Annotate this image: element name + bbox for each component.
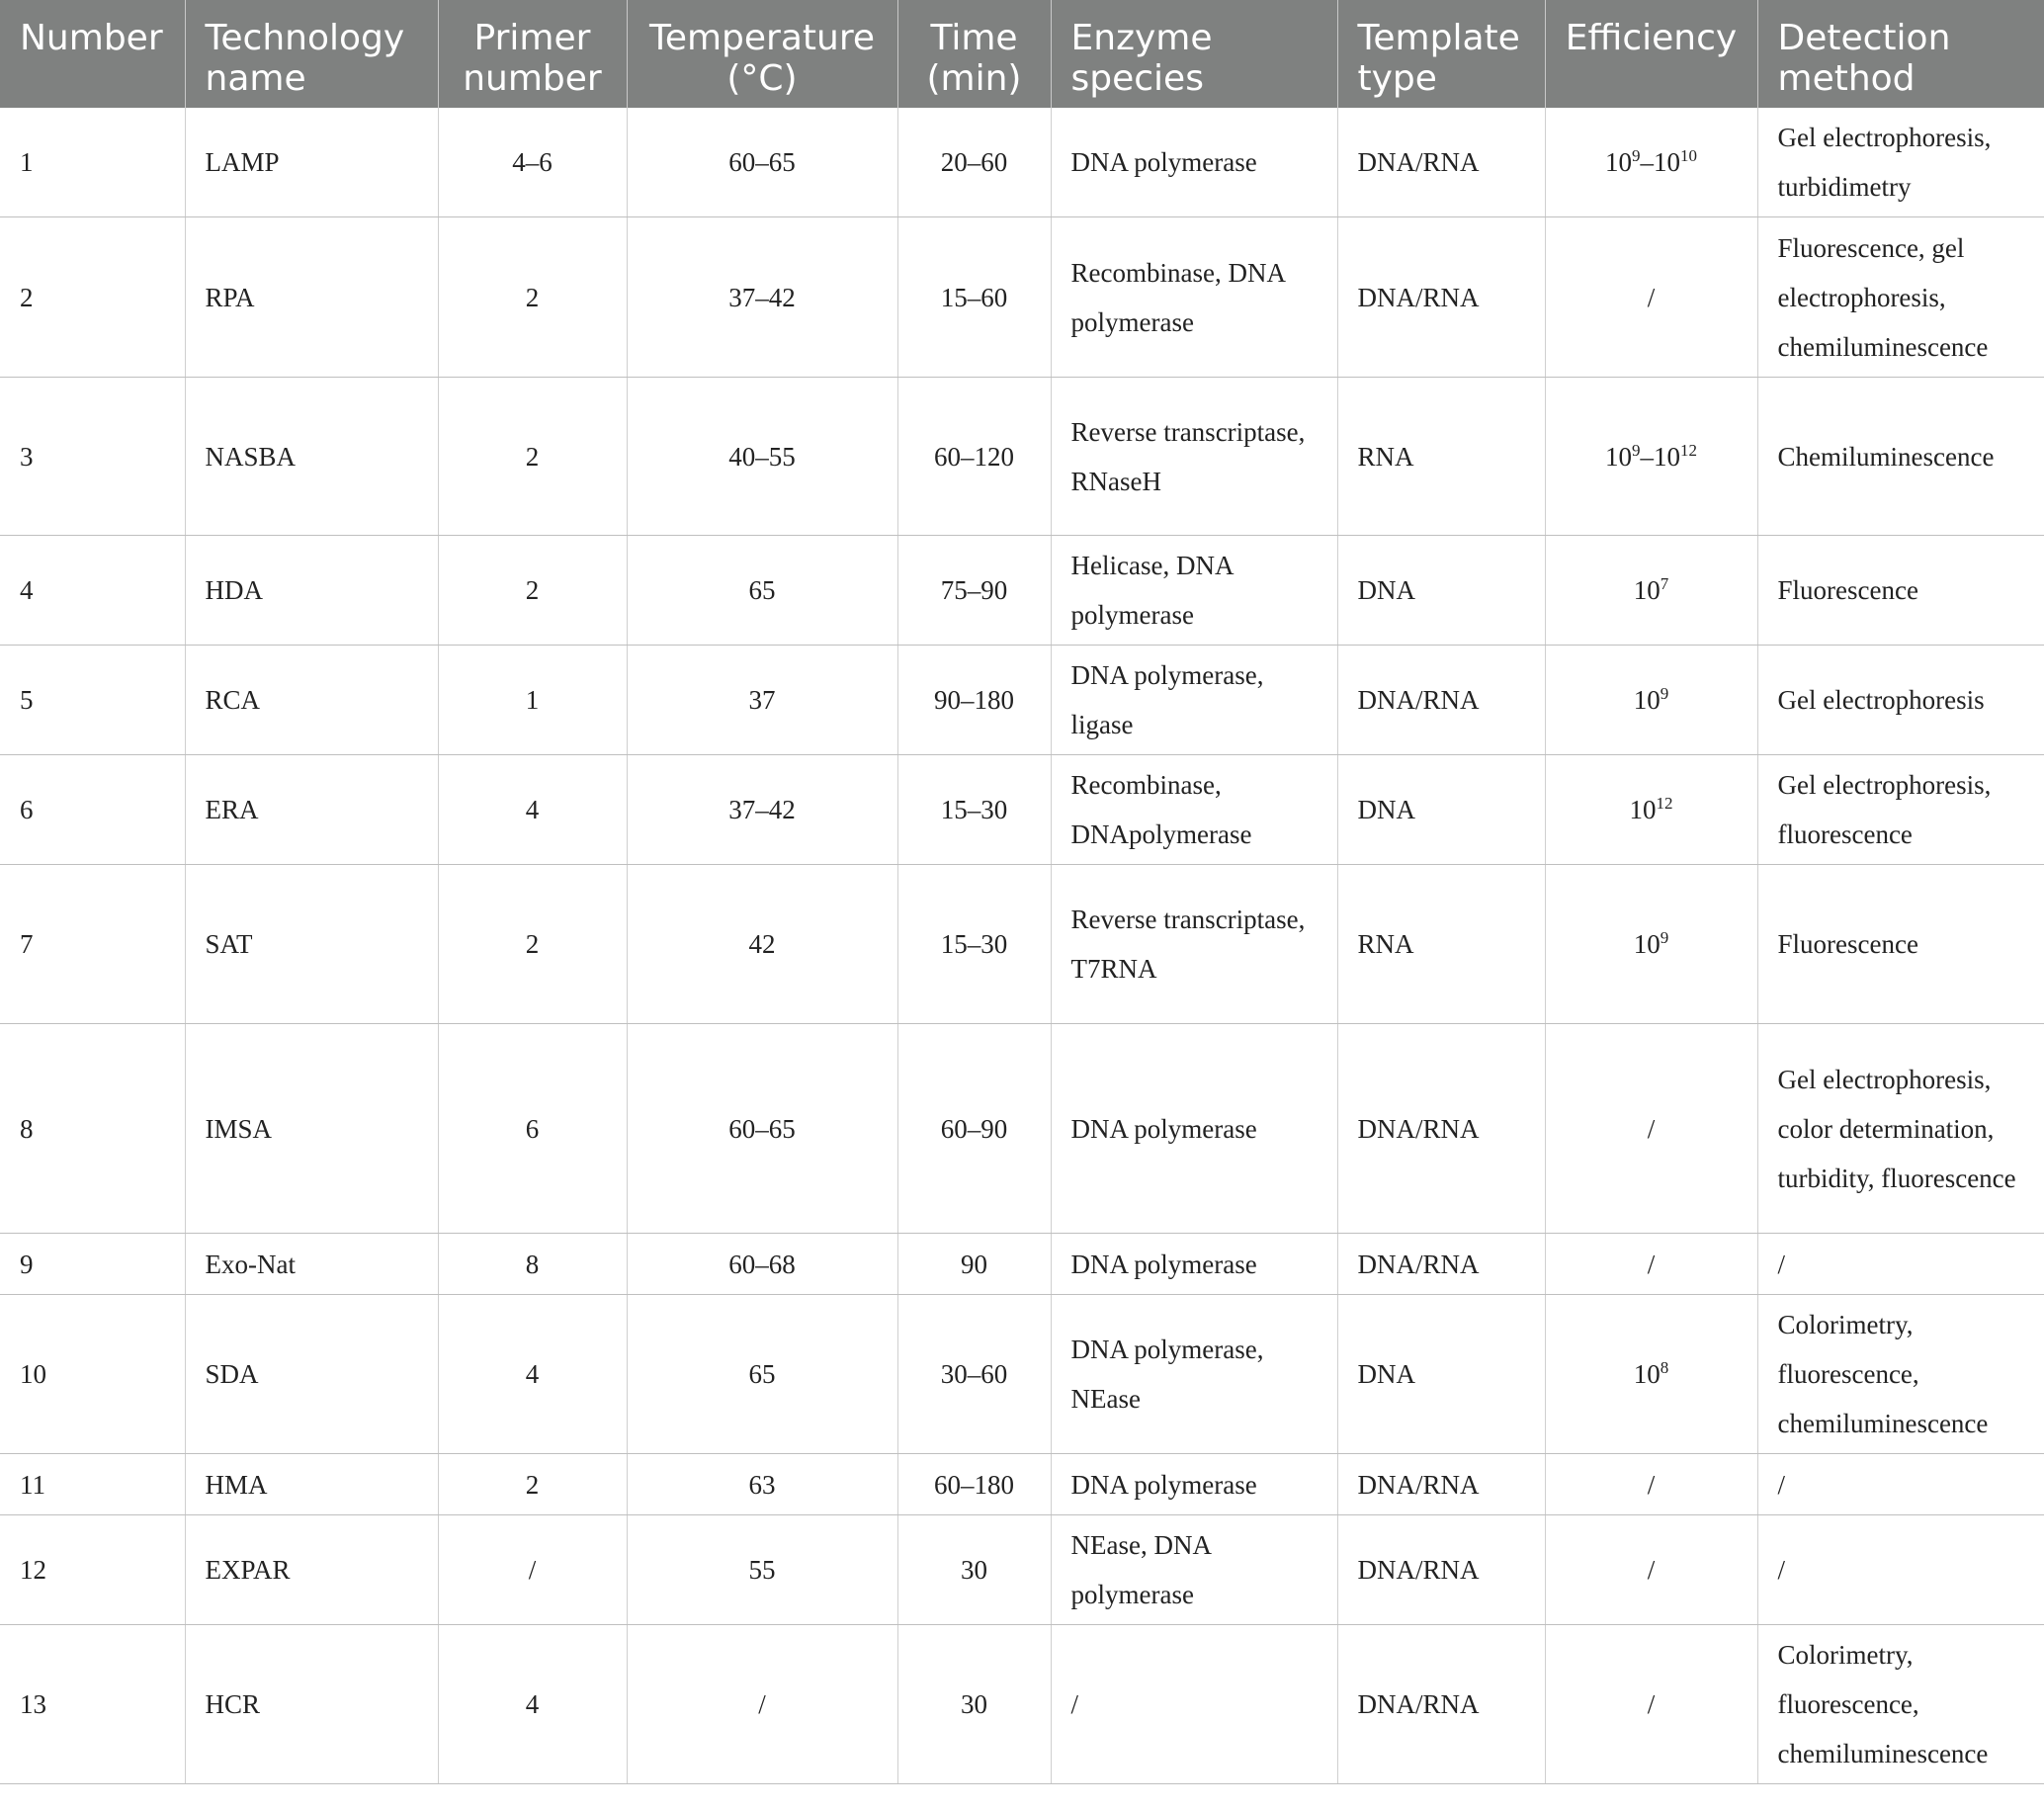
table-row — [0, 1515, 2044, 1625]
cell-enzyme-species: DNA polymerase — [1051, 1024, 1337, 1234]
cell-enzyme-species: DNA polymerase — [1051, 1234, 1337, 1295]
cell-enzyme-species: Reverse transcriptase, T7RNA — [1051, 865, 1337, 1024]
cell-number: 7 — [0, 865, 185, 1024]
cell-template-type: DNA/RNA — [1337, 1234, 1545, 1295]
cell-technology-name: HMA — [185, 1454, 438, 1515]
cell-template-type: DNA/RNA — [1337, 1515, 1545, 1625]
cell-primer-number: 4 — [438, 1295, 627, 1454]
cell-number: 2 — [0, 217, 185, 378]
cell-technology-name: RCA — [185, 646, 438, 755]
cell-number: 10 — [0, 1295, 185, 1454]
cell-time: 60–120 — [897, 378, 1051, 536]
cell-detection-method: Gel electrophoresis, fluorescence — [1757, 755, 2044, 865]
cell-technology-name: ERA — [185, 755, 438, 865]
cell-efficiency — [1545, 378, 1757, 536]
cell-primer-number: 2 — [438, 1454, 627, 1515]
cell-efficiency — [1545, 108, 1757, 217]
cell-enzyme-species: / — [1051, 1625, 1337, 1784]
efficiency-base: 10 — [1605, 147, 1632, 177]
table-row — [0, 1234, 2044, 1295]
efficiency-exponent: 7 — [1660, 574, 1669, 593]
cell-primer-number: 2 — [438, 378, 627, 536]
table-row — [0, 108, 2044, 217]
cell-primer-number: 2 — [438, 865, 627, 1024]
cell-primer-number: 4 — [438, 1625, 627, 1784]
cell-efficiency — [1545, 1295, 1757, 1454]
cell-temperature: 40–55 — [627, 378, 897, 536]
cell-primer-number: / — [438, 1515, 627, 1625]
cell-detection-method: Chemiluminescence — [1757, 378, 2044, 536]
efficiency-base: 10 — [1633, 685, 1661, 715]
cell-efficiency — [1545, 755, 1757, 865]
efficiency-exponent: 10 — [1680, 146, 1697, 165]
cell-detection-method: / — [1757, 1454, 2044, 1515]
cell-temperature: 65 — [627, 536, 897, 646]
cell-temperature: 60–65 — [627, 1024, 897, 1234]
efficiency-base: – — [1640, 441, 1654, 472]
cell-primer-number: 2 — [438, 217, 627, 378]
table-row — [0, 1024, 2044, 1234]
cell-time: 30 — [897, 1625, 1051, 1784]
cell-number: 1 — [0, 108, 185, 217]
cell-number: 3 — [0, 378, 185, 536]
efficiency-exponent: 9 — [1660, 684, 1669, 703]
cell-technology-name: EXPAR — [185, 1515, 438, 1625]
cell-template-type: DNA/RNA — [1337, 646, 1545, 755]
cell-template-type: DNA/RNA — [1337, 1625, 1545, 1784]
header-template-type: Template type — [1337, 0, 1545, 108]
header-number: Number — [0, 0, 185, 108]
cell-template-type: DNA/RNA — [1337, 108, 1545, 217]
cell-time: 90 — [897, 1234, 1051, 1295]
cell-temperature: 37–42 — [627, 217, 897, 378]
cell-template-type: DNA — [1337, 1295, 1545, 1454]
efficiency-exponent: 9 — [1632, 440, 1641, 460]
cell-temperature: 37 — [627, 646, 897, 755]
table-row — [0, 378, 2044, 536]
cell-enzyme-species: DNA polymerase, ligase — [1051, 646, 1337, 755]
cell-temperature: 60–68 — [627, 1234, 897, 1295]
cell-efficiency — [1545, 1024, 1757, 1234]
cell-enzyme-species: DNA polymerase — [1051, 1454, 1337, 1515]
cell-technology-name: NASBA — [185, 378, 438, 536]
header-efficiency: Efficiency — [1545, 0, 1757, 108]
cell-detection-method: / — [1757, 1515, 2044, 1625]
cell-primer-number: 1 — [438, 646, 627, 755]
header-primer-number: Primer number — [438, 0, 627, 108]
cell-template-type: DNA — [1337, 755, 1545, 865]
efficiency-base: / — [1647, 1113, 1656, 1144]
cell-template-type: DNA/RNA — [1337, 1454, 1545, 1515]
header-time: Time (min) — [897, 0, 1051, 108]
cell-number: 12 — [0, 1515, 185, 1625]
table-row — [0, 217, 2044, 378]
cell-detection-method: Colorimetry, fluorescence, chemiluminescence — [1757, 1625, 2044, 1784]
efficiency-exponent: 9 — [1660, 928, 1669, 947]
cell-technology-name: SAT — [185, 865, 438, 1024]
cell-time: 30 — [897, 1515, 1051, 1625]
cell-enzyme-species: DNA polymerase — [1051, 108, 1337, 217]
efficiency-base: / — [1647, 1469, 1656, 1500]
cell-detection-method: Colorimetry, fluorescence, chemiluminescence — [1757, 1295, 2044, 1454]
cell-primer-number: 2 — [438, 536, 627, 646]
efficiency-exponent: 12 — [1656, 794, 1673, 813]
cell-efficiency — [1545, 1625, 1757, 1784]
cell-technology-name: Exo-Nat — [185, 1234, 438, 1295]
efficiency-base: / — [1647, 1555, 1656, 1585]
cell-technology-name: HCR — [185, 1625, 438, 1784]
cell-detection-method: Fluorescence, gel electrophoresis, chemiluminescence — [1757, 217, 2044, 378]
cell-temperature: 55 — [627, 1515, 897, 1625]
cell-enzyme-species: DNA polymerase, NEase — [1051, 1295, 1337, 1454]
cell-detection-method: / — [1757, 1234, 2044, 1295]
cell-enzyme-species: Helicase, DNA polymerase — [1051, 536, 1337, 646]
table-row — [0, 1454, 2044, 1515]
cell-number: 9 — [0, 1234, 185, 1295]
cell-time: 60–180 — [897, 1454, 1051, 1515]
efficiency-base: / — [1647, 282, 1656, 312]
cell-temperature: 63 — [627, 1454, 897, 1515]
efficiency-exponent: 9 — [1632, 146, 1641, 165]
cell-time: 15–30 — [897, 755, 1051, 865]
cell-template-type: DNA/RNA — [1337, 1024, 1545, 1234]
cell-template-type: RNA — [1337, 378, 1545, 536]
cell-efficiency — [1545, 1454, 1757, 1515]
table-row — [0, 1295, 2044, 1454]
efficiency-base: 10 — [1633, 1359, 1661, 1389]
cell-detection-method: Fluorescence — [1757, 536, 2044, 646]
table-body — [0, 108, 2044, 1784]
cell-detection-method: Gel electrophoresis — [1757, 646, 2044, 755]
cell-number: 11 — [0, 1454, 185, 1515]
cell-technology-name: IMSA — [185, 1024, 438, 1234]
cell-number: 6 — [0, 755, 185, 865]
header-detection-method: Detection method — [1757, 0, 2044, 108]
cell-temperature: 60–65 — [627, 108, 897, 217]
header-technology-name: Technology name — [185, 0, 438, 108]
cell-technology-name: HDA — [185, 536, 438, 646]
cell-primer-number: 6 — [438, 1024, 627, 1234]
efficiency-base: 10 — [1629, 795, 1657, 824]
cell-number: 8 — [0, 1024, 185, 1234]
cell-number: 13 — [0, 1625, 185, 1784]
cell-temperature: 42 — [627, 865, 897, 1024]
efficiency-base: / — [1647, 1689, 1656, 1719]
cell-efficiency — [1545, 536, 1757, 646]
table-row — [0, 865, 2044, 1024]
cell-template-type: RNA — [1337, 865, 1545, 1024]
efficiency-base: 10 — [1654, 441, 1680, 472]
header-enzyme-species: Enzyme species — [1051, 0, 1337, 108]
efficiency-base: / — [1647, 1249, 1656, 1279]
cell-detection-method: Fluorescence — [1757, 865, 2044, 1024]
efficiency-base: 10 — [1633, 575, 1661, 605]
cell-primer-number: 8 — [438, 1234, 627, 1295]
efficiency-exponent: 8 — [1660, 1358, 1669, 1377]
efficiency-base: 10 — [1654, 147, 1680, 177]
cell-enzyme-species: Recombinase, DNApolymerase — [1051, 755, 1337, 865]
cell-time: 90–180 — [897, 646, 1051, 755]
cell-primer-number: 4–6 — [438, 108, 627, 217]
cell-temperature: 37–42 — [627, 755, 897, 865]
cell-detection-method: Gel electrophoresis, turbidimetry — [1757, 108, 2044, 217]
cell-efficiency — [1545, 1234, 1757, 1295]
cell-time: 75–90 — [897, 536, 1051, 646]
cell-number: 4 — [0, 536, 185, 646]
cell-enzyme-species: NEase, DNA polymerase — [1051, 1515, 1337, 1625]
table-row — [0, 755, 2044, 865]
cell-efficiency — [1545, 646, 1757, 755]
cell-temperature: / — [627, 1625, 897, 1784]
cell-efficiency — [1545, 865, 1757, 1024]
table-row — [0, 646, 2044, 755]
efficiency-base: 10 — [1633, 929, 1661, 959]
efficiency-exponent: 12 — [1680, 440, 1697, 460]
table-header — [0, 0, 2044, 108]
cell-temperature: 65 — [627, 1295, 897, 1454]
cell-detection-method: Gel electrophoresis, color determination, turbidity, fluorescence — [1757, 1024, 2044, 1234]
table-row — [0, 536, 2044, 646]
cell-technology-name: SDA — [185, 1295, 438, 1454]
header-row — [0, 0, 2044, 108]
cell-time: 20–60 — [897, 108, 1051, 217]
cell-time: 15–30 — [897, 865, 1051, 1024]
cell-number: 5 — [0, 646, 185, 755]
table-row — [0, 1625, 2044, 1784]
cell-efficiency — [1545, 1515, 1757, 1625]
efficiency-base: 10 — [1605, 441, 1632, 472]
header-temperature: Temperature (°C) — [627, 0, 897, 108]
cell-time: 60–90 — [897, 1024, 1051, 1234]
cell-primer-number: 4 — [438, 755, 627, 865]
cell-enzyme-species: Reverse transcriptase, RNaseH — [1051, 378, 1337, 536]
cell-template-type: DNA/RNA — [1337, 217, 1545, 378]
cell-efficiency — [1545, 217, 1757, 378]
cell-time: 15–60 — [897, 217, 1051, 378]
cell-time: 30–60 — [897, 1295, 1051, 1454]
cell-technology-name: RPA — [185, 217, 438, 378]
efficiency-base: – — [1640, 147, 1654, 177]
cell-technology-name: LAMP — [185, 108, 438, 217]
cell-enzyme-species: Recombinase, DNA polymerase — [1051, 217, 1337, 378]
cell-template-type: DNA — [1337, 536, 1545, 646]
